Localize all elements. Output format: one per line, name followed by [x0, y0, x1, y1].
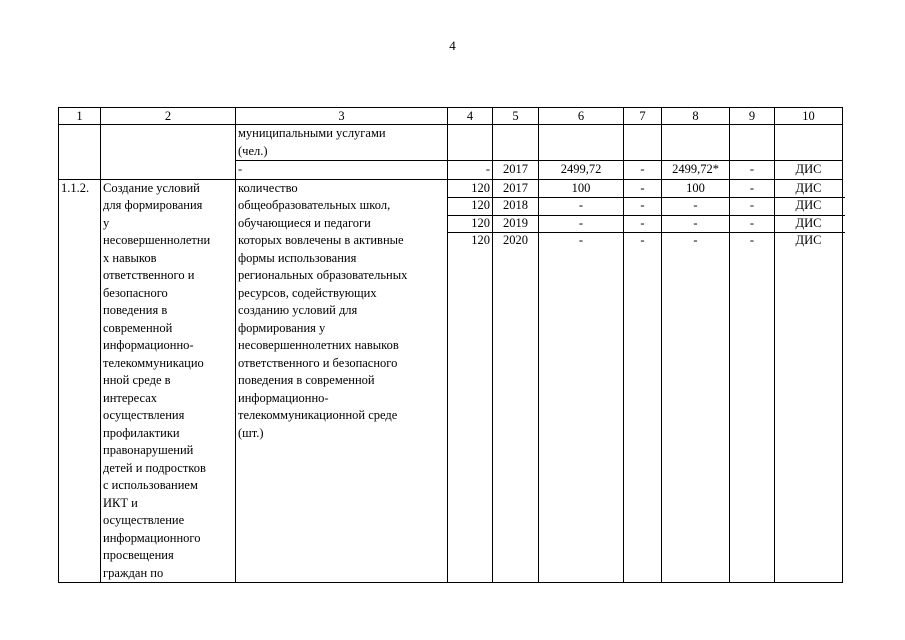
executor-value: ДИС — [795, 198, 822, 212]
funding-value: 100 — [571, 180, 591, 195]
item-row — [59, 179, 843, 583]
item-indicator-text — [236, 179, 448, 583]
cont-cell-1 — [59, 161, 101, 180]
text-line: с использованием — [103, 478, 198, 492]
header-row — [59, 108, 843, 125]
text-line: поведения в современной — [238, 373, 375, 387]
funding-column-7 — [624, 179, 662, 583]
text-line: которых вовлечены в активные — [238, 233, 404, 247]
text-line: телекоммуникационной среде — [238, 408, 398, 422]
funding-total-column — [539, 179, 624, 583]
year-value: 2020 — [503, 233, 528, 247]
text-line: современной — [103, 320, 173, 335]
header-cell: 4 — [448, 108, 493, 125]
funding-value: - — [749, 233, 755, 247]
target-value: 120 — [471, 215, 490, 230]
cont-dash: - — [236, 161, 448, 180]
text-line: формирования у — [238, 320, 326, 335]
header-cell: 5 — [493, 108, 539, 125]
cont-cell-5 — [493, 125, 539, 161]
funding-value: - — [578, 198, 584, 212]
text-line: региональных образовательных — [238, 268, 408, 282]
text-line: формы использования — [238, 250, 357, 265]
cont-cell-4 — [448, 125, 493, 161]
cont-value: - — [624, 161, 662, 180]
item-measure-text — [101, 179, 236, 583]
header-cell: 10 — [775, 108, 843, 125]
executor-value: ДИС — [795, 233, 822, 247]
text-line: интересах — [103, 390, 157, 405]
executor-value: ДИС — [795, 215, 822, 230]
text-line: для формирования — [103, 198, 203, 212]
cont-cell-1 — [59, 125, 101, 161]
text-line: обучающиеся и педагоги — [238, 215, 371, 230]
target-value: 120 — [471, 180, 490, 195]
text-line: поведения в — [103, 303, 168, 317]
continuation-values-row — [59, 161, 843, 180]
funding-value: - — [693, 198, 698, 212]
funding-column-9 — [730, 179, 775, 583]
text-line: детей и подростков — [103, 460, 206, 475]
target-value-column — [448, 179, 493, 583]
funding-value: - — [578, 233, 584, 247]
text-line: несовершеннолетних навыков — [238, 338, 399, 352]
cont-executor: ДИС — [775, 161, 843, 180]
text-line: Создание условий — [103, 180, 200, 195]
funding-value: - — [640, 233, 645, 247]
text-line: общеобразовательных школ, — [238, 198, 391, 212]
text-line: осуществление — [103, 513, 185, 527]
text-line: х навыков — [103, 250, 157, 265]
funding-value: - — [693, 215, 698, 230]
funding-value: - — [749, 180, 755, 195]
text-line: ответственного и безопасного — [238, 355, 398, 370]
target-value: 120 — [471, 198, 490, 212]
executor-value: ДИС — [795, 180, 822, 195]
item-number: 1.1.2. — [59, 179, 101, 583]
funding-column-8 — [662, 179, 730, 583]
text-line: (шт.) — [238, 425, 264, 440]
text-line: несовершеннолетни — [103, 233, 211, 247]
cont-cell-9 — [730, 125, 775, 161]
text-line: у — [103, 215, 110, 230]
funding-value: - — [640, 180, 645, 195]
program-table — [58, 107, 843, 583]
text-line: безопасного — [103, 285, 168, 300]
cont-value: 2499,72* — [662, 161, 730, 180]
text-line: созданию условий для — [238, 303, 358, 317]
year-value: 2017 — [503, 180, 528, 195]
year-value: 2019 — [503, 215, 528, 230]
year-column — [493, 179, 539, 583]
executor-column — [775, 179, 843, 583]
text-line: правонарушений — [103, 443, 194, 457]
text-line: ресурсов, содействующих — [238, 285, 377, 300]
cont-value: - — [730, 161, 775, 180]
cont-cell-7 — [624, 125, 662, 161]
header-cell: 9 — [730, 108, 775, 125]
header-cell: 6 — [539, 108, 624, 125]
funding-value: 100 — [686, 180, 705, 195]
text-line: нной среде в — [103, 373, 171, 387]
header-cell: 1 — [59, 108, 101, 125]
funding-value: - — [640, 198, 645, 212]
text-line: осуществления — [103, 408, 185, 422]
cont-cell-2 — [101, 125, 236, 161]
header-cell: 3 — [236, 108, 448, 125]
target-value: 120 — [471, 233, 490, 247]
funding-value: - — [749, 198, 755, 212]
text-line: информационного — [103, 530, 201, 545]
cont-cell-6 — [539, 125, 624, 161]
text-line: ИКТ и — [103, 495, 138, 510]
text-line: (чел.) — [238, 143, 268, 158]
funding-value: - — [640, 215, 645, 230]
cont-cell-8 — [662, 125, 730, 161]
page-number: 4 — [449, 38, 456, 53]
text-line: просвещения — [103, 548, 174, 562]
funding-value: - — [578, 215, 584, 230]
header-cell: 8 — [662, 108, 730, 125]
cont-cell-10 — [775, 125, 843, 161]
cont-value: 2499,72 — [539, 161, 624, 180]
text-line: граждан по — [103, 565, 164, 580]
year-value: 2018 — [503, 198, 528, 212]
cont-year: 2017 — [493, 161, 539, 180]
text-line: профилактики — [103, 425, 180, 440]
text-line: ответственного и — [103, 268, 195, 282]
cont-value: - — [448, 161, 493, 180]
funding-value: - — [749, 215, 755, 230]
header-cell: 2 — [101, 108, 236, 125]
text-line: телекоммуникацио — [103, 355, 204, 370]
funding-value: - — [693, 233, 698, 247]
cont-indicator-text — [236, 125, 448, 161]
text-line: информационно- — [238, 390, 329, 405]
header-cell: 7 — [624, 108, 662, 125]
continuation-row — [59, 125, 843, 161]
text-line: информационно- — [103, 338, 194, 352]
text-line: муниципальными услугами — [238, 126, 386, 140]
cont-cell-2 — [101, 161, 236, 180]
text-line: количество — [238, 180, 298, 195]
